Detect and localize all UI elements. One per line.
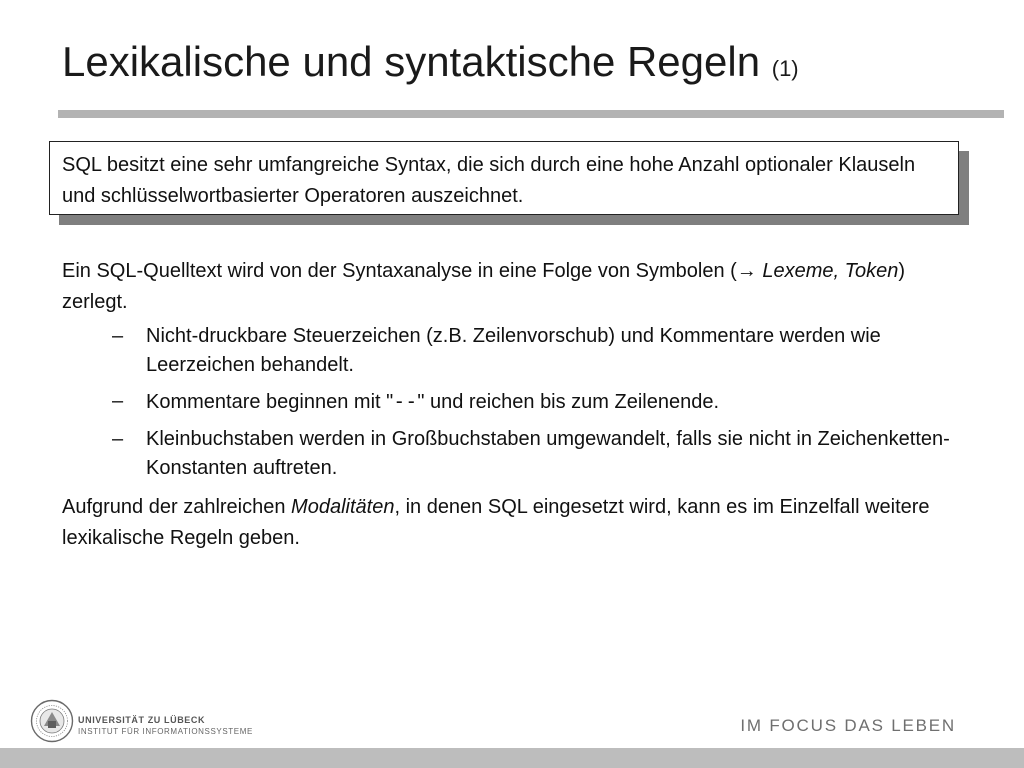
paragraph-modalities bbox=[62, 492, 962, 554]
slide-title-text: Lexikalische und syntaktische Regeln bbox=[62, 38, 761, 85]
footer-slogan: IM FOCUS DAS LEBEN bbox=[740, 716, 956, 735]
paragraph-symbols-text-start: Ein SQL-Quelltext wird von der Syntaxanalyse in eine Folge von Symbolen ( bbox=[62, 260, 737, 282]
paragraph-symbols bbox=[62, 256, 962, 318]
bullet-text: Nicht-druckbare Steuerzeichen (z.B. Zeilenvorschub) und Kommentare werden wie Leerzeichen behandelt. bbox=[146, 325, 881, 376]
paragraph-modalities-emphasis: Modalitäten bbox=[291, 496, 395, 518]
comment-code: -- bbox=[393, 389, 418, 413]
university-seal-icon bbox=[30, 699, 74, 743]
bullet-dash: – bbox=[112, 390, 124, 412]
bullet-text-start: Kommentare beginnen mit " bbox=[146, 391, 394, 413]
callout-text: SQL besitzt eine sehr umfangreiche Syntax, die sich durch eine hohe Anzahl optionaler Klauseln und schlüsselwortbasierter Operatoren auszeichnet. bbox=[62, 154, 916, 207]
paragraph-symbols-emphasis: Lexeme, Token bbox=[762, 260, 899, 282]
paragraph-modalities-text-start: Aufgrund der zahlreichen bbox=[62, 496, 292, 518]
institute-name: INSTITUT FÜR INFORMATIONSSYSTEME bbox=[78, 727, 253, 736]
bullet-dash: – bbox=[112, 428, 124, 450]
bullet-item bbox=[112, 425, 962, 483]
footer-bar bbox=[0, 748, 1024, 768]
paragraph-modalities-text-end: , in denen SQL eingesetzt wird, kann es im Einzelfall weitere lexikalische Regeln geben. bbox=[62, 496, 930, 549]
bullet-text-end: " und reichen bis zum Zeilenende. bbox=[417, 391, 720, 413]
slide-title bbox=[62, 38, 799, 86]
bullet-text: Kleinbuchstaben werden in Großbuchstaben umgewandelt, falls sie nicht in Zeichenketten-Konstanten auftreten. bbox=[146, 428, 950, 479]
bullet-item bbox=[112, 322, 962, 380]
paragraph-symbols-text-end: ) zerlegt. bbox=[62, 260, 906, 313]
bullet-dash: – bbox=[112, 325, 124, 347]
university-name: UNIVERSITÄT ZU LÜBECK bbox=[78, 715, 206, 725]
arrow-icon: → bbox=[736, 260, 757, 282]
bullet-text bbox=[146, 387, 962, 417]
bullet-item bbox=[112, 387, 962, 417]
title-divider bbox=[58, 110, 1004, 118]
slide-title-number: (1) bbox=[771, 56, 799, 81]
